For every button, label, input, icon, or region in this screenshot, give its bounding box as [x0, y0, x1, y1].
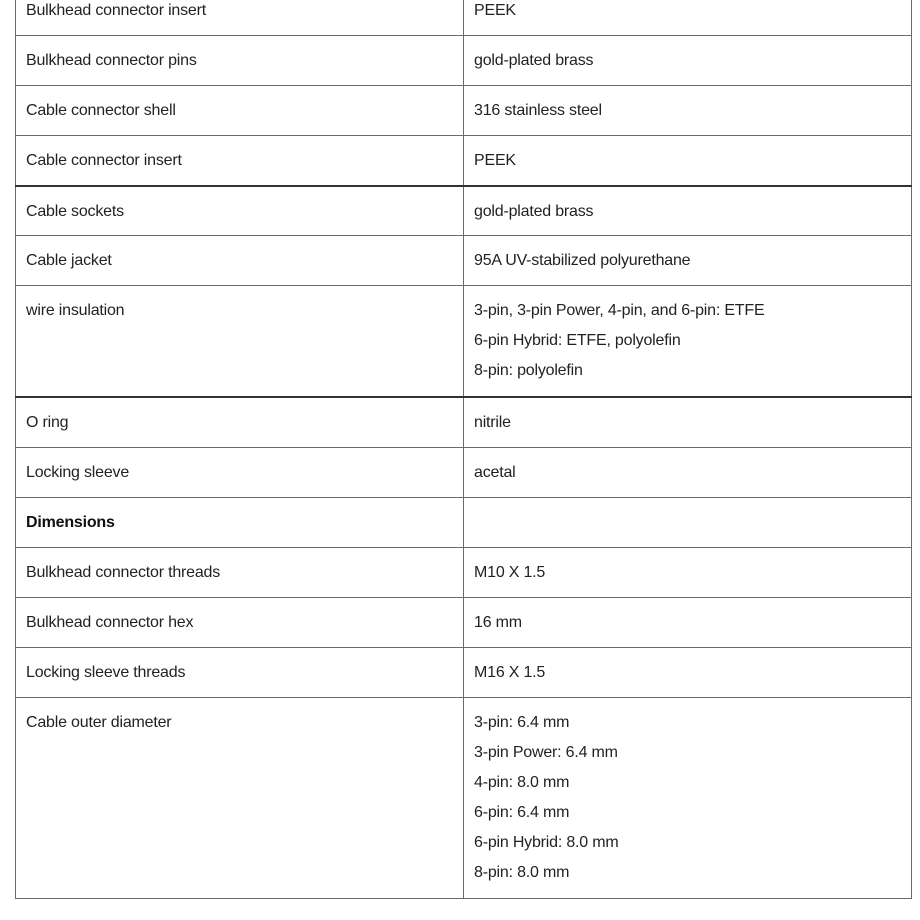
row-label-cell — [16, 86, 464, 136]
row-label-cell — [16, 236, 464, 286]
table-row — [16, 136, 912, 186]
row-value: 6-pin Hybrid: ETFE, polyolefin — [474, 332, 681, 349]
row-value: 4-pin: 8.0 mm — [474, 773, 570, 791]
row-label-cell — [16, 647, 464, 697]
row-value-cell — [464, 136, 912, 186]
row-label-cell — [16, 447, 464, 497]
table-row — [16, 547, 912, 597]
section-heading: Dimensions — [26, 513, 115, 531]
row-label-cell — [16, 186, 464, 236]
row-label: Bulkhead connector threads — [26, 563, 221, 581]
table-row — [16, 697, 912, 898]
row-value: gold-plated brass — [474, 52, 594, 69]
row-value-cell — [464, 547, 912, 597]
row-label: Locking sleeve threads — [26, 663, 186, 681]
table-row — [16, 36, 912, 86]
row-value: 8-pin: polyolefin — [474, 362, 583, 379]
row-value-cell — [464, 397, 912, 447]
row-value: 3-pin: 6.4 mm — [474, 713, 570, 731]
row-label: Locking sleeve — [26, 463, 130, 481]
table-row — [16, 447, 912, 497]
section-heading-cell — [16, 497, 464, 547]
table-row — [16, 186, 912, 236]
table-row — [16, 286, 912, 398]
row-value-cell — [464, 236, 912, 286]
row-value: PEEK — [474, 152, 516, 169]
row-label-cell — [16, 397, 464, 447]
spec-table — [15, 0, 912, 899]
row-label: Cable jacket — [26, 252, 112, 269]
table-row — [16, 597, 912, 647]
row-value: gold-plated brass — [474, 202, 594, 220]
row-value: M16 X 1.5 — [474, 663, 546, 681]
row-value: 16 mm — [474, 613, 522, 631]
row-value-cell — [464, 597, 912, 647]
section-heading-row — [16, 497, 912, 547]
row-value: 316 stainless steel — [474, 102, 602, 119]
row-label: Bulkhead connector hex — [26, 613, 194, 631]
row-value-cell — [464, 697, 912, 898]
row-label-cell — [16, 136, 464, 186]
row-label: Bulkhead connector pins — [26, 52, 197, 69]
table-row — [16, 647, 912, 697]
row-value: 3-pin Power: 6.4 mm — [474, 743, 618, 761]
row-value: 6-pin Hybrid: 8.0 mm — [474, 833, 619, 851]
row-value: 3-pin, 3-pin Power, 4-pin, and 6-pin: ETFE — [474, 302, 765, 319]
row-label: O ring — [26, 414, 69, 431]
empty-cell — [464, 497, 912, 547]
row-value-cell — [464, 36, 912, 86]
row-value-cell — [464, 186, 912, 236]
row-value: acetal — [474, 463, 516, 481]
row-value-cell — [464, 0, 912, 36]
table-row — [16, 86, 912, 136]
row-label-cell — [16, 36, 464, 86]
row-label: Cable connector shell — [26, 102, 176, 119]
row-value: M10 X 1.5 — [474, 563, 546, 581]
row-label-cell — [16, 697, 464, 898]
row-label: wire insulation — [26, 302, 125, 319]
row-value: 6-pin: 6.4 mm — [474, 803, 570, 821]
table-row — [16, 0, 912, 36]
table-row — [16, 397, 912, 447]
table-row — [16, 236, 912, 286]
row-value-cell — [464, 86, 912, 136]
row-value-cell — [464, 286, 912, 398]
row-value: 8-pin: 8.0 mm — [474, 863, 570, 881]
row-label-cell — [16, 286, 464, 398]
row-label-cell — [16, 547, 464, 597]
row-label-cell — [16, 597, 464, 647]
row-value: 95A UV-stabilized polyurethane — [474, 252, 691, 269]
row-label: Bulkhead connector insert — [26, 2, 207, 19]
row-value: nitrile — [474, 414, 511, 431]
row-value-cell — [464, 447, 912, 497]
row-label: Cable outer diameter — [26, 713, 172, 731]
row-label-cell — [16, 0, 464, 36]
row-value: PEEK — [474, 2, 516, 19]
row-label: Cable connector insert — [26, 152, 182, 169]
row-label: Cable sockets — [26, 202, 124, 220]
row-value-cell — [464, 647, 912, 697]
